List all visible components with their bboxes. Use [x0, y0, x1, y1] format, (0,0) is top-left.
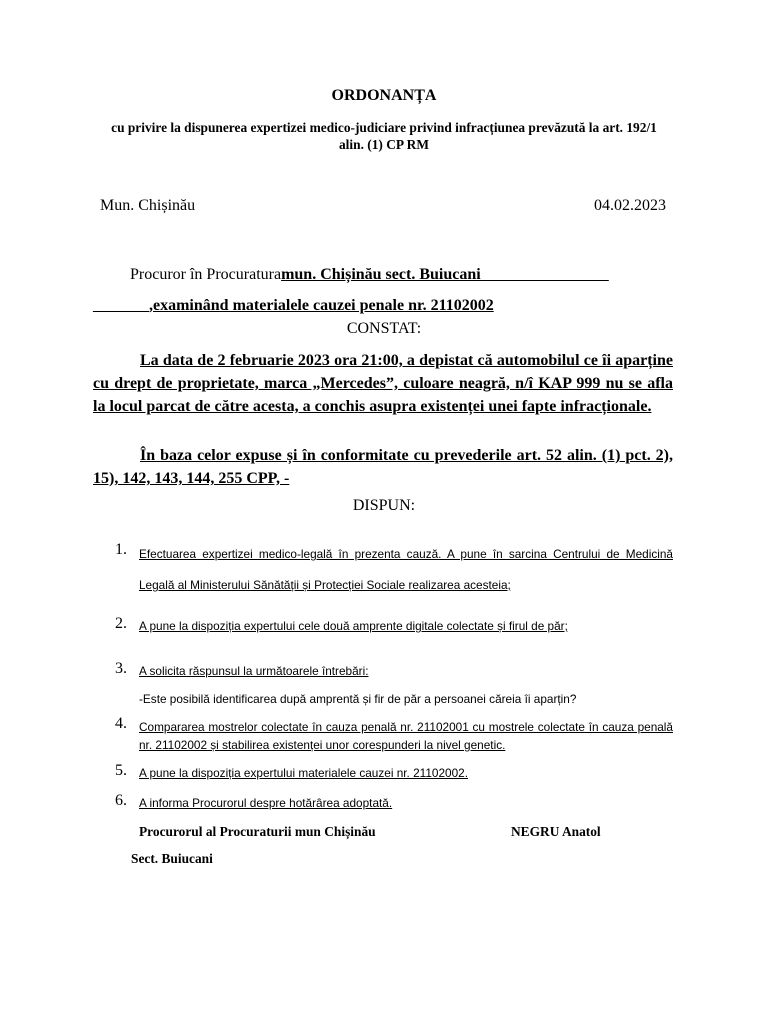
list-item [115, 792, 673, 810]
question-text: -Este posibilă identificarea după amprentă și fir de păr a persoanei căreia îi aparțin? [139, 692, 577, 706]
intro-paragraph [93, 259, 673, 321]
signature-sector: Sect. Buiucani [131, 851, 213, 866]
list-item [115, 660, 673, 678]
list-item [115, 715, 673, 754]
dispun-heading: DISPUN: [352, 497, 416, 514]
list-item-text: A solicita răspunsul la următoarele întrebări: [139, 664, 369, 678]
list-item [115, 615, 673, 633]
blank-line: ________________ [480, 266, 609, 283]
list-item-text: A informa Procurorul despre hotărârea adoptată. [139, 796, 393, 810]
facts-paragraph [93, 349, 673, 418]
city: Mun. Chișinău [100, 197, 196, 214]
list-item-number: 3. [115, 660, 127, 677]
list-item-number: 1. [115, 541, 127, 558]
legal-basis-paragraph [93, 444, 673, 490]
list-item-number: 2. [115, 615, 127, 632]
blank-line-lead: _______ [93, 297, 149, 314]
list-item-text: Compararea mostrelor colectate în cauza penală nr. 21102001 cu mostrele colectate în cauza penală nr. 21102002 și stabilirea existenței unor corespunderi la nivel genetic. [139, 720, 673, 752]
list-item-number: 5. [115, 762, 127, 779]
date: 04.02.2023 [594, 197, 666, 214]
list-item [115, 541, 673, 601]
document-subtitle: cu privire la dispunerea expertizei medico-judiciare privind infracțiunea prevăzută la art. 192/1 alin. (1) CP RM [111, 120, 657, 152]
signature-role: Procurorul al Procuraturii mun Chișinău [139, 824, 376, 839]
list-item-number: 6. [115, 792, 127, 809]
list-item-text: A pune la dispoziția expertului cele două amprente digitale colectate și firul de păr; [139, 619, 568, 633]
list-item-text: Efectuarea expertizei medico-legală în prezenta cauză. A pune în sarcina Centrului de Medicină Legală al Ministerului Sănătății și Protecției Sociale realizarea acesteia; [139, 547, 673, 592]
constat-heading: CONSTAT: [346, 320, 422, 337]
signature-name: NEGRU Anatol [511, 824, 601, 839]
prosecutor-office: mun. Chișinău sect. Buiucani [281, 266, 481, 283]
list-item-number: 4. [115, 715, 127, 732]
legal-basis-text: În baza celor expuse și în conformitate cu prevederile art. 52 alin. (1) pct. 2), 15), 142, 143, 144, 255 CPP, - [93, 447, 673, 487]
list-item-text: A pune la dispoziția expertului materialele cauzei nr. 21102002. [139, 766, 468, 780]
intro-prefix: Procuror în Procuratura [130, 266, 282, 283]
document-title: ORDONANȚA [331, 87, 437, 104]
list-item [115, 762, 673, 780]
examining-text: ,examinând materialele cauzei penale nr. 21102002 [149, 297, 494, 314]
facts-text: La data de 2 februarie 2023 ora 21:00, a depistat că automobilul ce îi aparține cu drept de proprietate, marca „Mercedes”, culoare neagră, n/î KAP 999 nu se afla la locul parcat de către acesta, a conchis asupra existenței unei fapte infracționale. [93, 352, 673, 415]
